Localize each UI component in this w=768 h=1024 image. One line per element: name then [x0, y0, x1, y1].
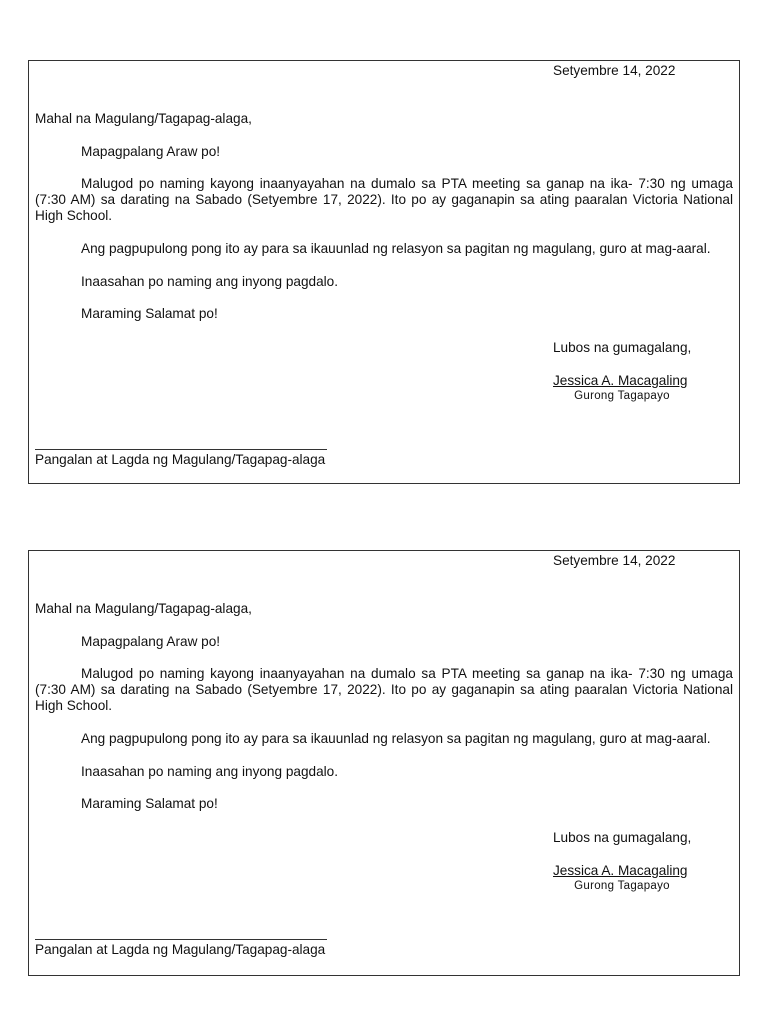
letter-greeting: Mapagpalang Araw po!	[81, 144, 221, 159]
letter-closing: Lubos na gumagalang,	[553, 340, 692, 355]
letter-salutation: Mahal na Magulang/Tagapag-alaga,	[35, 601, 252, 616]
letter-purpose: Ang pagpupulong pong ito ay para sa ikauunlad ng relasyon sa pagitan ng magulang, guro at mag-aaral.	[81, 731, 711, 746]
letter-date: Setyembre 14, 2022	[553, 553, 676, 568]
signature-label: Pangalan at Lagda ng Magulang/Tagapag-alaga	[35, 452, 326, 467]
letter-greeting: Mapagpalang Araw po!	[81, 634, 221, 649]
signer-title: Gurong Tagapayo	[574, 880, 670, 892]
letter-expectation: Inaasahan po naming ang inyong pagdalo.	[81, 764, 338, 779]
letter-closing: Lubos na gumagalang,	[553, 830, 692, 845]
signer-title: Gurong Tagapayo	[574, 390, 670, 402]
letter-date: Setyembre 14, 2022	[553, 63, 676, 78]
letter-body: Malugod po naming kayong inaanyayahan na dumalo sa PTA meeting sa ganap na ika- 7:30 ng umaga (7:30 AM) sa darating na Sabado (Setyembre 17, 2022). Ito po ay gaganapin sa ating paaralan Victoria National High School.	[35, 176, 733, 223]
invitation-letter-2	[28, 550, 740, 976]
signer-name: Jessica A. Macagaling	[553, 373, 688, 388]
signature-line	[35, 449, 327, 450]
letter-expectation: Inaasahan po naming ang inyong pagdalo.	[81, 274, 338, 289]
letter-thanks: Maraming Salamat po!	[81, 306, 218, 321]
letter-salutation: Mahal na Magulang/Tagapag-alaga,	[35, 111, 252, 126]
letter-thanks: Maraming Salamat po!	[81, 796, 218, 811]
signature-label: Pangalan at Lagda ng Magulang/Tagapag-alaga	[35, 942, 326, 957]
invitation-letter-1	[28, 60, 740, 484]
signature-line	[35, 939, 327, 940]
signer-name: Jessica A. Macagaling	[553, 863, 688, 878]
letter-body: Malugod po naming kayong inaanyayahan na dumalo sa PTA meeting sa ganap na ika- 7:30 ng umaga (7:30 AM) sa darating na Sabado (Setyembre 17, 2022). Ito po ay gaganapin sa ating paaralan Victoria National High School.	[35, 666, 733, 713]
letter-purpose: Ang pagpupulong pong ito ay para sa ikauunlad ng relasyon sa pagitan ng magulang, guro at mag-aaral.	[81, 241, 711, 256]
